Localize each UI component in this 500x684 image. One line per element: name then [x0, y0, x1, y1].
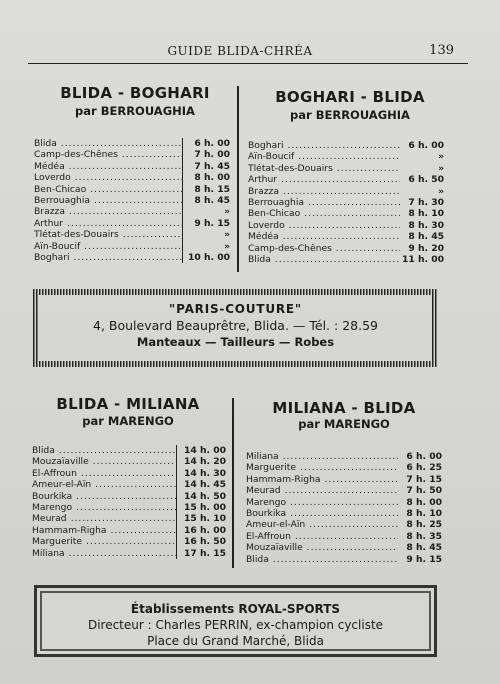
timetable-row [34, 172, 230, 183]
station-name: Médéa ..... [248, 231, 400, 242]
station-name: Ameur-el-Aïn ..... [32, 479, 176, 490]
departure-time: 16 h. 50 [176, 536, 226, 547]
timetable-row [32, 548, 226, 559]
station-name: Hammam-Righa ..... [246, 474, 398, 485]
ad-establishment: Établissements ROYAL-SPORTS [130, 602, 341, 616]
departure-time: 16 h. 00 [176, 525, 226, 536]
departure-time: 8 h. 45 [406, 542, 442, 554]
timetable-row [248, 231, 444, 242]
departure-time: » [438, 185, 444, 197]
timetable-row [246, 462, 442, 473]
station-name: Berrouaghia ..... [248, 197, 400, 208]
departure-time: 8 h. 00 [182, 172, 230, 183]
timetable-row [248, 163, 444, 174]
ad-shop-name: "PARIS-COUTURE" [169, 302, 302, 316]
station-name: Marengo ..... [246, 497, 398, 508]
departure-time: 14 h. 45 [176, 479, 226, 490]
station-name: Mouzaïaville ..... [32, 456, 176, 467]
timetable-subtitle: par MARENGO [82, 414, 174, 428]
departure-time: 8 h. 45 [408, 231, 444, 243]
timetable-row [34, 206, 230, 217]
station-name: Camp-des-Chênes ..... [248, 243, 400, 254]
timetable-row [32, 536, 226, 547]
departure-time: 14 h. 30 [176, 468, 226, 479]
timetable-row [32, 468, 226, 479]
timetable-row [32, 513, 226, 524]
departure-time: » [438, 162, 444, 174]
station-name: Aïn-Boucif ..... [248, 151, 400, 162]
departure-time: 8 h. 00 [406, 496, 442, 508]
timetable-row [34, 229, 230, 240]
timetable-row [246, 554, 442, 565]
timetable-row [246, 542, 442, 553]
departure-time: 6 h. 00 [408, 140, 444, 151]
station-name: El-Affroun ..... [32, 468, 176, 479]
timetable-title: BLIDA - MILIANA [56, 395, 200, 413]
timetable-title: BOGHARI - BLIDA [275, 88, 425, 106]
departure-time: 7 h. 00 [182, 149, 230, 160]
departure-time: » [438, 151, 444, 163]
departure-time: 15 h. 10 [176, 513, 226, 524]
timetable-row [34, 161, 230, 172]
departure-time: 8 h. 10 [408, 208, 444, 220]
departure-time: 14 h. 00 [176, 445, 226, 456]
timetable-row [34, 138, 230, 149]
timetable-row [32, 456, 226, 467]
station-name: Bourkika ..... [32, 491, 176, 502]
ad-inner-frame [40, 591, 431, 651]
departure-time: 8 h. 30 [408, 219, 444, 231]
station-name: Blida ..... [34, 138, 182, 149]
station-name: Miliana ..... [246, 451, 398, 462]
departure-time: 8 h. 25 [406, 519, 442, 531]
departure-time: 6 h. 50 [408, 174, 444, 186]
timetable-row [34, 218, 230, 229]
departure-time: 9 h. 20 [408, 242, 444, 254]
departure-time: 17 h. 15 [176, 548, 226, 559]
station-name: Mouzaïaville ..... [246, 542, 398, 553]
timetable-row [248, 151, 444, 162]
station-name: Meurad ..... [246, 485, 398, 496]
timetable-row [248, 208, 444, 219]
station-name: Camp-des-Chênes ..... [34, 149, 182, 160]
timetable-subtitle: par MARENGO [298, 417, 390, 431]
departure-time: » [182, 206, 230, 217]
timetable-row [32, 445, 226, 456]
departure-time: 7 h. 30 [408, 196, 444, 208]
station-name: Bourkika ..... [246, 508, 398, 519]
station-name: Ameur-el-Aïn ..... [246, 519, 398, 530]
timetable-row [248, 197, 444, 208]
timetable-row [246, 497, 442, 508]
timetable-row [246, 474, 442, 485]
station-name: Médéa ..... [34, 161, 182, 172]
timetable-row [246, 451, 442, 462]
station-name: Marguerite ..... [246, 462, 398, 473]
timetable-row [32, 525, 226, 536]
timetable-row [248, 186, 444, 197]
station-name: Berrouaghia ..... [34, 195, 182, 206]
departure-time: 6 h. 00 [182, 138, 230, 149]
timetable-row [34, 252, 230, 263]
column-divider [237, 86, 239, 272]
station-name: Loverdo ..... [34, 172, 182, 183]
station-name: Boghari ..... [34, 252, 182, 263]
station-name: Ben-Chicao ..... [34, 184, 182, 195]
departure-time: » [182, 241, 230, 252]
ad-goods: Manteaux — Tailleurs — Robes [136, 335, 335, 349]
departure-time: 8 h. 45 [182, 195, 230, 206]
timetable-miliana-blida [246, 451, 442, 565]
departure-time: 8 h. 35 [406, 530, 442, 542]
timetable-boghari-blida [248, 140, 444, 265]
station-name: Blida ..... [248, 254, 400, 265]
station-name: Marengo ..... [32, 502, 176, 513]
departure-time: 9 h. 15 [406, 553, 442, 565]
timetable-row [34, 149, 230, 160]
station-name: Aïn-Boucif ..... [34, 241, 182, 252]
station-name: Ben-Chicao ..... [248, 208, 400, 219]
timetable-row [246, 531, 442, 542]
timetable-row [32, 491, 226, 502]
timetable-title: MILIANA - BLIDA [272, 399, 416, 417]
timetable-row [34, 184, 230, 195]
departure-time: 6 h. 25 [406, 462, 442, 474]
timetable-title: BLIDA - BOGHARI [60, 84, 210, 102]
timetable-row [248, 220, 444, 231]
station-name: Brazza ..... [248, 186, 400, 197]
departure-time: 6 h. 00 [406, 451, 442, 462]
timetable-row [32, 479, 226, 490]
station-name: Blida ..... [246, 554, 398, 565]
station-name: Miliana ..... [32, 548, 176, 559]
timetable-row [246, 519, 442, 530]
timetable-row [34, 195, 230, 206]
station-name: Arthur ..... [248, 174, 400, 185]
timetable-row [32, 502, 226, 513]
timetable-row [34, 241, 230, 252]
station-name: Boghari ..... [248, 140, 400, 151]
departure-time: 7 h. 15 [406, 473, 442, 485]
running-header-title: GUIDE BLIDA-CHRÉA [167, 44, 313, 58]
timetable-row [248, 254, 444, 265]
departure-time: 10 h. 00 [182, 252, 230, 263]
ad-address: 4, Boulevard Beauprêtre, Blida. — Tél. : 28.59 [93, 318, 378, 333]
page-number: 139 [429, 43, 454, 58]
station-name: Tlétat-des-Douairs ..... [248, 163, 400, 174]
departure-time: » [182, 229, 230, 240]
station-name: Marguerite ..... [32, 536, 176, 547]
departure-time: 7 h. 45 [182, 161, 230, 172]
departure-time: 9 h. 15 [182, 218, 230, 229]
station-name: Hammam-Righa ..... [32, 525, 176, 536]
ad-paris-couture [33, 289, 438, 367]
timetable-subtitle: par BERROUAGHIA [290, 108, 410, 122]
departure-time: 7 h. 50 [406, 485, 442, 497]
departure-time: 8 h. 15 [182, 184, 230, 195]
station-name: Arthur ..... [34, 218, 182, 229]
departure-time: 8 h. 10 [406, 507, 442, 519]
timetable-blida-boghari [34, 138, 230, 263]
departure-time: 14 h. 20 [176, 456, 226, 467]
ad-royal-sports [34, 585, 437, 657]
ad-director: Directeur : Charles PERRIN, ex-champion cycliste [87, 618, 384, 632]
timetable-blida-miliana [32, 445, 226, 559]
departure-time: 15 h. 00 [176, 502, 226, 513]
timetable-row [246, 485, 442, 496]
column-divider [232, 398, 234, 568]
station-name: Blida ..... [32, 445, 176, 456]
timetable-subtitle: par BERROUAGHIA [75, 104, 195, 118]
timetable-row [248, 174, 444, 185]
departure-time: 14 h. 50 [176, 491, 226, 502]
station-name: Loverdo ..... [248, 220, 400, 231]
timetable-row [248, 243, 444, 254]
station-name: Tlétat-des-Douairs ..... [34, 229, 182, 240]
timetable-row [246, 508, 442, 519]
station-name: El-Affroun ..... [246, 531, 398, 542]
ad-location: Place du Grand Marché, Blida [147, 634, 324, 648]
timetable-row [248, 140, 444, 151]
departure-time: 11 h. 00 [402, 253, 444, 265]
station-name: Brazza ..... [34, 206, 182, 217]
station-name: Meurad ..... [32, 513, 176, 524]
header-rule [28, 63, 468, 64]
